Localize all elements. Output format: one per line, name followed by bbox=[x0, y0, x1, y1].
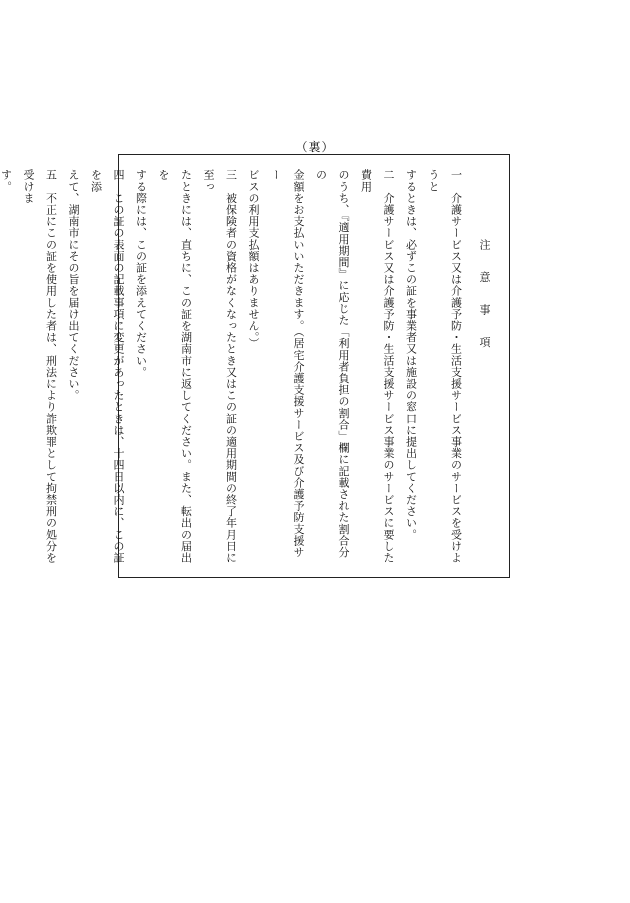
notice-title: 注 意 事 項 bbox=[478, 239, 491, 357]
item-number: 三 bbox=[224, 169, 238, 181]
notice-item-5-line-2: す。 bbox=[0, 169, 13, 193]
page-label: （裏） bbox=[295, 140, 335, 154]
notice-item-4-line-2: えて、湖南市にその旨を届け出てください。 bbox=[67, 169, 80, 401]
item-number: 一 bbox=[449, 169, 463, 181]
notice-body bbox=[0, 169, 495, 565]
notice-line: 介護サービス又は介護予防・生活支援サービス事業のサービスを受けようと bbox=[427, 169, 463, 564]
notice-item-1-line-1 bbox=[422, 169, 467, 565]
notice-line: 介護サービス又は介護予防・生活支援サービス事業のサービスに要した費用 bbox=[359, 169, 395, 564]
item-number: 四 bbox=[112, 169, 125, 181]
notice-item-3-line-2: たときには、直ちに、この証を湖南市に返してください。また、転出の届出を bbox=[157, 169, 193, 564]
notice-line: 被保険者の資格がなくなったとき又はこの証の適用期間の終了年月日に至っ bbox=[202, 169, 238, 564]
notice-line: この証の表面の記載事項に変更があったときは、十四日以内に、この証を添 bbox=[89, 169, 125, 564]
notice-item-2-line-4: ビスの利用支払額はありません。） bbox=[247, 169, 260, 350]
item-number: 五 bbox=[44, 169, 58, 181]
notice-item-2-line-3: 金額をお支払いいただきます。（居宅介護支援サービス及び介護予防支援サー bbox=[269, 169, 305, 558]
notice-item-3-line-1 bbox=[197, 169, 242, 565]
notice-item-2-line-2: のうち、『適用期間』に応じた「利用者負担の割合」欄に記載された割合分の bbox=[314, 169, 350, 558]
notice-item-1-line-2: するときは、必ずこの証を事業者又は施設の窓口に提出してください。 bbox=[404, 169, 418, 541]
notice-item-5-line-1 bbox=[17, 169, 62, 565]
notice-box bbox=[0, 154, 510, 578]
notice-item-4-line-1 bbox=[84, 169, 129, 565]
item-number: 二 bbox=[382, 169, 395, 181]
notice-item-2-line-1 bbox=[354, 169, 399, 565]
notice-line: 不正にこの証を使用した者は、刑法により詐欺罪として拘禁刑の処分を受けま bbox=[22, 169, 58, 564]
notice-item-3-line-3: する際には、この証を添えてください。 bbox=[134, 169, 148, 378]
